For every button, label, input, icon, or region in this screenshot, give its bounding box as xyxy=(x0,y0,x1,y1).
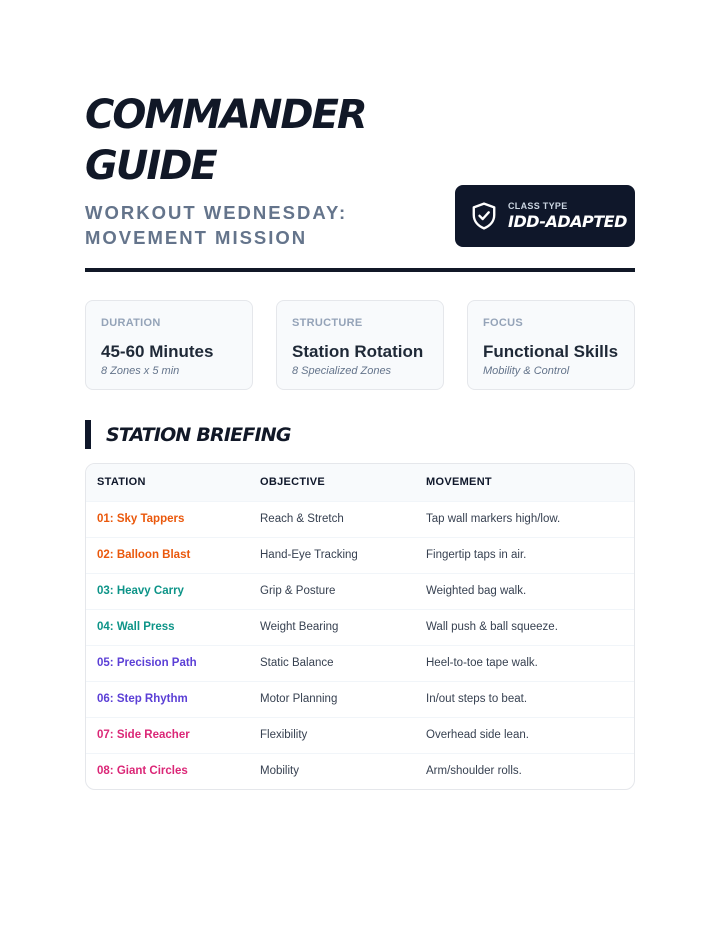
page-subtitle: WORKOUT WEDNESDAY: MOVEMENT MISSION xyxy=(85,202,348,248)
table-row xyxy=(86,753,634,789)
section-accent-bar xyxy=(85,420,91,449)
station-movement: Tap wall markers high/low. xyxy=(426,513,561,525)
station-objective: Weight Bearing xyxy=(260,621,339,633)
stat-label: DURATION xyxy=(101,317,161,329)
station-movement: Fingertip taps in air. xyxy=(426,549,527,561)
column-header-movement: MOVEMENT xyxy=(426,476,492,489)
station-name: 02: Balloon Blast xyxy=(97,549,191,561)
section-title: STATION BRIEFING xyxy=(106,423,291,446)
station-objective: Motor Planning xyxy=(260,693,338,705)
table-header-row xyxy=(86,464,634,501)
station-objective: Grip & Posture xyxy=(260,585,336,597)
stat-sub: 8 Zones x 5 min xyxy=(101,365,180,377)
stat-sub: Mobility & Control xyxy=(483,365,570,377)
table-row xyxy=(86,717,634,753)
table-row xyxy=(86,537,634,573)
stat-value: 45-60 Minutes xyxy=(101,342,214,361)
column-header-station: STATION xyxy=(97,476,146,489)
table-row xyxy=(86,681,634,717)
section-header xyxy=(85,420,291,449)
class-type-value: IDD-ADAPTED xyxy=(508,212,627,231)
station-name: 01: Sky Tappers xyxy=(97,513,185,525)
stat-label: FOCUS xyxy=(483,317,523,329)
station-movement: Weighted bag walk. xyxy=(426,585,527,597)
stat-card-structure xyxy=(276,300,444,390)
station-objective: Static Balance xyxy=(260,657,334,669)
station-movement: Wall push & ball squeeze. xyxy=(426,621,558,633)
column-header-objective: OBJECTIVE xyxy=(260,476,326,489)
stat-value: Functional Skills xyxy=(483,342,619,361)
table-row xyxy=(86,609,634,645)
station-name: 07: Side Reacher xyxy=(97,729,190,741)
station-table-card xyxy=(85,463,635,790)
stat-value: Station Rotation xyxy=(292,342,424,361)
station-objective: Hand-Eye Tracking xyxy=(260,549,358,561)
station-movement: Overhead side lean. xyxy=(426,729,529,741)
page-title: COMMANDER GUIDE xyxy=(85,92,366,189)
station-name: 08: Giant Circles xyxy=(97,765,188,778)
stat-card-duration xyxy=(85,300,253,390)
station-name: 03: Heavy Carry xyxy=(97,585,184,597)
class-type-badge xyxy=(455,185,635,247)
station-name: 06: Step Rhythm xyxy=(97,693,188,705)
header-divider xyxy=(85,268,635,272)
station-objective: Reach & Stretch xyxy=(260,513,344,525)
station-objective: Mobility xyxy=(260,765,299,778)
shield-check-icon xyxy=(471,202,497,230)
station-movement: In/out steps to beat. xyxy=(426,693,528,705)
table-row xyxy=(86,501,634,537)
station-table xyxy=(86,464,634,789)
table-row xyxy=(86,573,634,609)
station-movement: Heel-to-toe tape walk. xyxy=(426,657,538,669)
station-objective: Flexibility xyxy=(260,729,308,741)
stat-label: STRUCTURE xyxy=(292,317,363,329)
stat-card-focus xyxy=(467,300,635,390)
class-type-label: CLASS TYPE xyxy=(508,201,568,211)
table-row xyxy=(86,645,634,681)
stat-sub: 8 Specialized Zones xyxy=(292,365,392,377)
station-name: 04: Wall Press xyxy=(97,621,175,633)
station-name: 05: Precision Path xyxy=(97,657,197,669)
station-movement: Arm/shoulder rolls. xyxy=(426,765,522,778)
